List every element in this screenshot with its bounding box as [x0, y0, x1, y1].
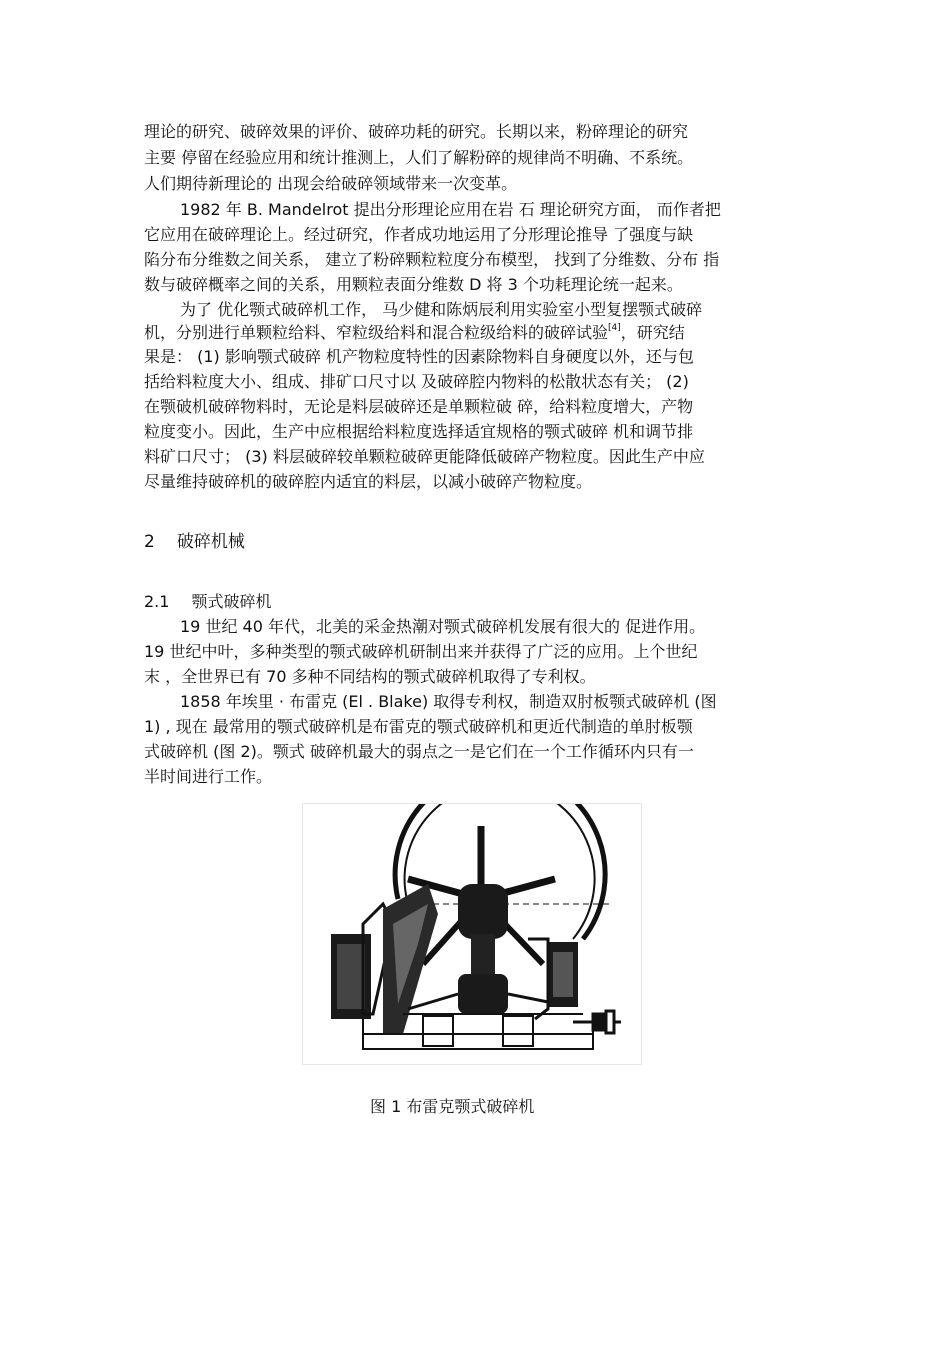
pitman-foot	[458, 974, 508, 1014]
text-line: 它应用在破碎理论上。经过研究，作者成功地运用了分形理论推导 了强度与缺	[144, 225, 694, 244]
text-line: 为了 优化颚式破碎机工作， 马少健和陈炳辰利用实验室小型复摆颚式破碎	[180, 300, 703, 319]
text-line: 尽量维持破碎机的破碎腔内适宜的料层，以减小破碎产物粒度。	[144, 472, 593, 491]
text-line: 果是： (1) 影响颚式破碎 机产物粒度特性的因素除物料自身硬度以外，还与包	[144, 347, 694, 366]
text-span: ，研究结	[620, 323, 685, 342]
text-line: 末 ，全世界已有 70 多种不同结构的颚式破碎机取得了专利权。	[144, 667, 596, 686]
text-line: 式破碎机 (图 2)。颚式 破碎机最大的弱点之一是它们在一个工作循环内只有一	[144, 742, 694, 761]
text-line	[144, 321, 685, 348]
text-line: 陷分布分维数之间关系， 建立了粉碎颗粒粒度分布模型， 找到了分维数、分布 指	[144, 250, 720, 269]
text-line: 在颚破机破碎物料时，无论是料层破碎还是单颗粒破 碎，给料粒度增大，产物	[144, 397, 694, 416]
toggle-plate	[408, 994, 458, 1009]
text-line: 1) , 现在 最常用的颚式破碎机是布雷克的颚式破碎机和更近代制造的单肘板颚	[144, 717, 693, 736]
pitman-head	[458, 884, 508, 939]
subsection-heading	[144, 590, 271, 614]
text-line: 料矿口尺寸； (3) 料层破碎较单颗粒破碎更能降低破碎产物粒度。因此生产中应	[144, 447, 705, 466]
text-line: 人们期待新理论的 出现会给破碎领域带来一次变革。	[144, 174, 518, 193]
text-line: 1982 年 B. Mandelrot 提出分形理论应用在岩 石 理论研究方面， 而作者把	[180, 200, 721, 219]
text-line: 理论的研究、破碎效果的评价、破碎功耗的研究。长期以来，粉碎理论的研究	[144, 122, 689, 141]
section-heading	[144, 530, 245, 554]
section-title: 破碎机械	[176, 532, 245, 552]
text-line: 主要 停留在经验应用和统计推测上，人们了解粉碎的规律尚不明确、不系统。	[144, 148, 694, 167]
text-line: 粒度变小。因此，生产中应根据给料粒度选择适宜规格的颚式破碎 机和调节排	[144, 422, 694, 441]
pitman-arm	[471, 934, 495, 979]
citation-superscript: [4]	[608, 323, 621, 333]
text-line: 数与破碎概率之间的关系，用颗粒表面分维数 D 将 3 个功耗理论统一起来。	[144, 275, 683, 294]
jaw-crusher-drawing	[303, 804, 641, 1064]
section-number: 2	[144, 532, 155, 552]
figure-caption: 图 1 布雷克颚式破碎机	[370, 1097, 535, 1116]
text-line: 19 世纪中叶，多种类型的颚式破碎机研制出来并获得了广泛的应用。上个世纪	[144, 642, 698, 661]
figure-jaw-crusher	[302, 803, 642, 1065]
text-span: 机，分别进行单颗粒给料、窄粒级给料和混合粒级给料的破碎试验	[144, 323, 609, 342]
text-line: 半时间进行工作。	[144, 767, 273, 786]
subsection-title: 颚式破碎机	[191, 592, 272, 611]
text-line: 1858 年埃里 · 布雷克 (El . Blake) 取得专利权，制造双肘板颚式破碎机 (图	[180, 692, 717, 711]
subsection-number: 2.1	[144, 592, 170, 611]
text-line: 19 世纪 40 年代，北美的采金热潮对颚式破碎机发展有很大的 促进作用。	[180, 617, 706, 636]
text-line: 括给料粒度大小、组成、排矿口尺寸以 及破碎腔内物料的松散状态有关； (2)	[144, 372, 689, 391]
